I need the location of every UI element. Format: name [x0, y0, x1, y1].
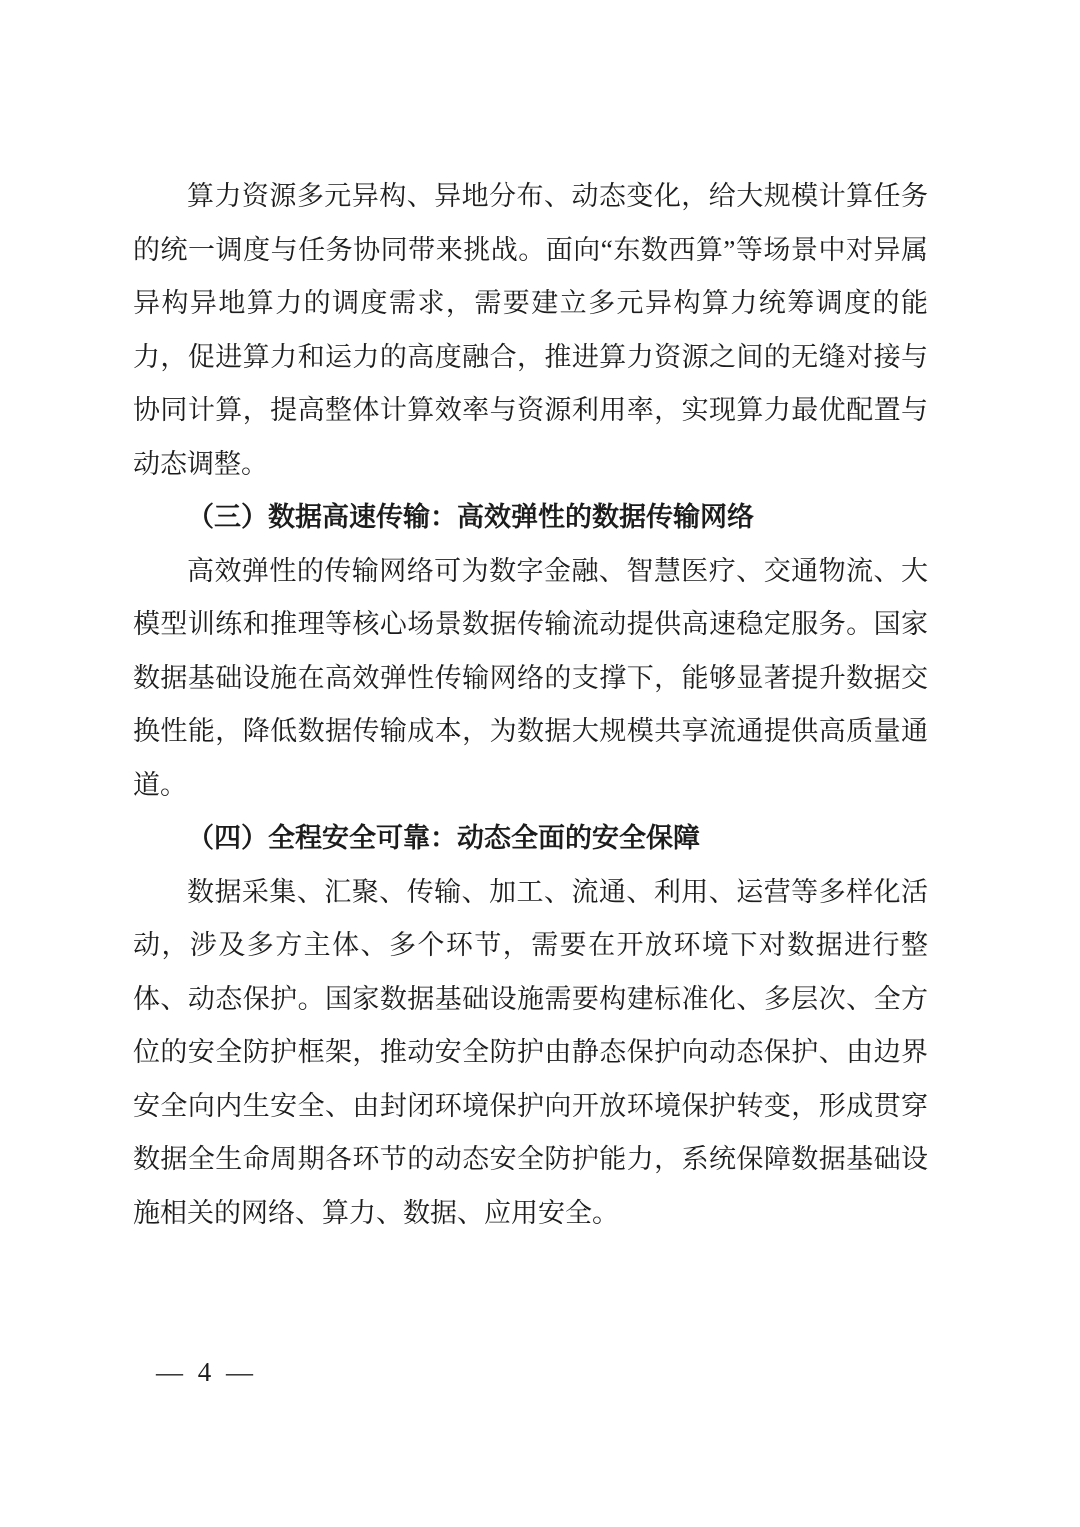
document-body [133, 170, 928, 1240]
section-heading: （四）全程安全可靠：动态全面的安全保障 [187, 823, 700, 853]
section-heading: （三）数据高速传输：高效弹性的数据传输网络 [187, 502, 754, 532]
body-paragraph: 算力资源多元异构、异地分布、动态变化，给大规模计算任务的统一调度与任务协同带来挑战。面向“东数西算”等场景中对异属异构异地算力的调度需求，需要建立多元异构算力统筹调度的能力，促进算力和运力的高度融合，推进算力资源之间的无缝对接与协同计算，提高整体计算效率与资源利用率，实现算力最优配置与动态调整。 [133, 181, 928, 479]
page-number-footer: — 4 — [156, 1357, 253, 1387]
body-paragraph: 数据采集、汇聚、传输、加工、流通、利用、运营等多样化活动，涉及多方主体、多个环节，需要在开放环境下对数据进行整体、动态保护。国家数据基础设施需要构建标准化、多层次、全方位的安全防护框架，推动安全防护由静态保护向动态保护、由边界安全向内生安全、由封闭环境保护向开放环境保护转变，形成贯穿数据全生命周期各环节的动态安全防护能力，系统保障数据基础设施相关的网络、算力、数据、应用安全。 [133, 876, 928, 1228]
body-paragraph: 高效弹性的传输网络可为数字金融、智慧医疗、交通物流、大模型训练和推理等核心场景数据传输流动提供高速稳定服务。国家数据基础设施在高效弹性传输网络的支撑下，能够显著提升数据交换性能，降低数据传输成本，为数据大规模共享流通提供高质量通道。 [133, 555, 928, 800]
